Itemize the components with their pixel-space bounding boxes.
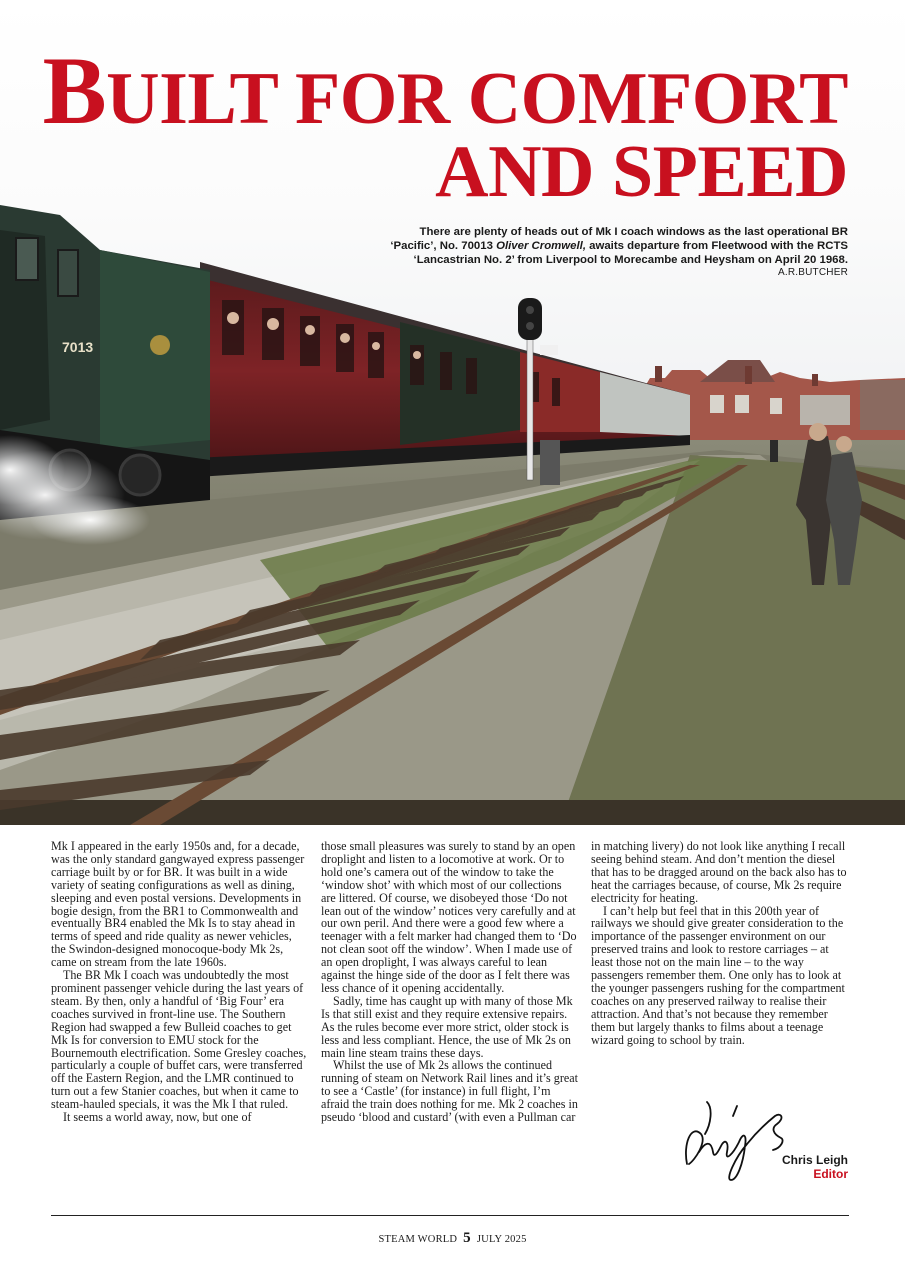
headline-line-2: AND SPEED: [435, 131, 848, 214]
paragraph-continued: those small pleasures was surely to stand by an open droplight and listen to a locomotive at work. Or to hold one’s camera out of the window to take the ‘window shot’ with which most of our collections are littered. Of course, we disobeyed those ‘Do not lean out of the window’ notices very carefully and at our own peril. And there were a good few where a teenager with a felt marker had changed them to ‘Do not clean soot off the window’. When I made use of an open droplight, I was always careful to lean against the hinge side of the door as I felt there was less chance of it opening accidentally.: [321, 839, 577, 995]
svg-text:7013: 7013: [62, 339, 94, 355]
headline-drop-cap: B: [42, 37, 107, 144]
paragraph: The BR Mk I coach was undoubtedly the most prominent passenger vehicle during the last years of steam. By then, only a handful of ‘Big Four’ era coaches survived in front-line use. The Southern Region had swapped a few Bulleid coaches to get Mk Is for conversion to EMU stock for the Bournemouth electrification. Some Gresley coaches, particularly a couple of buffet cars, were transferred off the Eastern Region, and the LMR continued to turn out a few Stanier coaches, but when it came to steam-hauled specials, it was the Mk I that ruled.: [51, 968, 307, 1112]
headline: [42, 37, 848, 214]
headline-line-1: [42, 37, 848, 144]
paragraph-continued: in matching livery) do not look like anything I recall seeing behind steam. And don’t mention the diesel that has to be dragged around on the back also has to heat the carriages because, of course, Mk 2s require electricity for heating.: [591, 839, 847, 905]
paragraph: Mk I appeared in the early 1950s and, for a decade, was the only standard gangwayed express passenger carriage built by or for BR. It was built in a wide variety of seating configurations as well as dining, sleeping and even postal versions. Developments in bogie design, from the BR1 to Commonwealth and eventually BR4 enabled the Mk Is to stay ahead in terms of speed and ride quality as newer vehicles, the Swindon-designed monocoque-body Mk 2s, came on stream from the late 1960s.: [51, 839, 305, 970]
column-2: [321, 840, 579, 1200]
paragraph: It seems a world away, now, but one of: [63, 1110, 252, 1125]
paragraph: I can’t help but feel that in this 200th year of railways we should give greater consideration to the importance of the passenger environment on our preserved trains and look to restore carriages – at least those not on the main line – to the way passengers remember them. One only has to look at the younger passengers rushing for the compartment coaches on any preserved railway to realise their attraction. And that’s not because they remember them but largely thanks to films about a teenage wizard going to school by train.: [591, 903, 845, 1047]
caption-text-1: There are plenty of heads out of Mk I coach windows as the last operational BR ‘Pacific’, No. 70013: [390, 226, 848, 252]
editor-signature: [677, 1094, 792, 1184]
footer-rule: [51, 1215, 849, 1216]
photo-caption: [378, 225, 848, 279]
column-1: [51, 840, 309, 1200]
issue-date: JULY 2025: [476, 1234, 527, 1245]
paragraph: Sadly, time has caught up with many of those Mk Is that still exist and they require extensive repairs. As the rules become ever more strict, older stock is less and less compliant. Hence, the use of Mk 2s on main line steam trains these days.: [321, 993, 573, 1060]
photo-credit: A.R.BUTCHER: [778, 267, 848, 278]
paragraph: Whilst the use of Mk 2s allows the continued running of steam on Network Rail lines and it’s great to see a ‘Castle’ (for instance) in full flight, I’m afraid the train does nothing for me. Mk 2 coaches in pseudo ‘blood and custard’ (with even a Pullman car: [321, 1058, 578, 1125]
headline-line-1-text: UILT FOR COMFORT: [106, 58, 848, 140]
author-name: Chris Leigh: [781, 1153, 848, 1167]
author-block: [782, 1153, 848, 1181]
author-role: Editor: [813, 1167, 848, 1181]
page-footer: [0, 1230, 905, 1247]
caption-loco-name: Oliver Cromwell,: [496, 240, 586, 252]
caption-text-2: awaits departure from Fleetwood with the RCTS ‘Lancastrian No. 2’ from Liverpool to Morecambe and Heysham on April 20 1968.: [413, 240, 848, 266]
page-number: 5: [463, 1230, 471, 1246]
magazine-title: STEAM WORLD: [378, 1234, 458, 1245]
